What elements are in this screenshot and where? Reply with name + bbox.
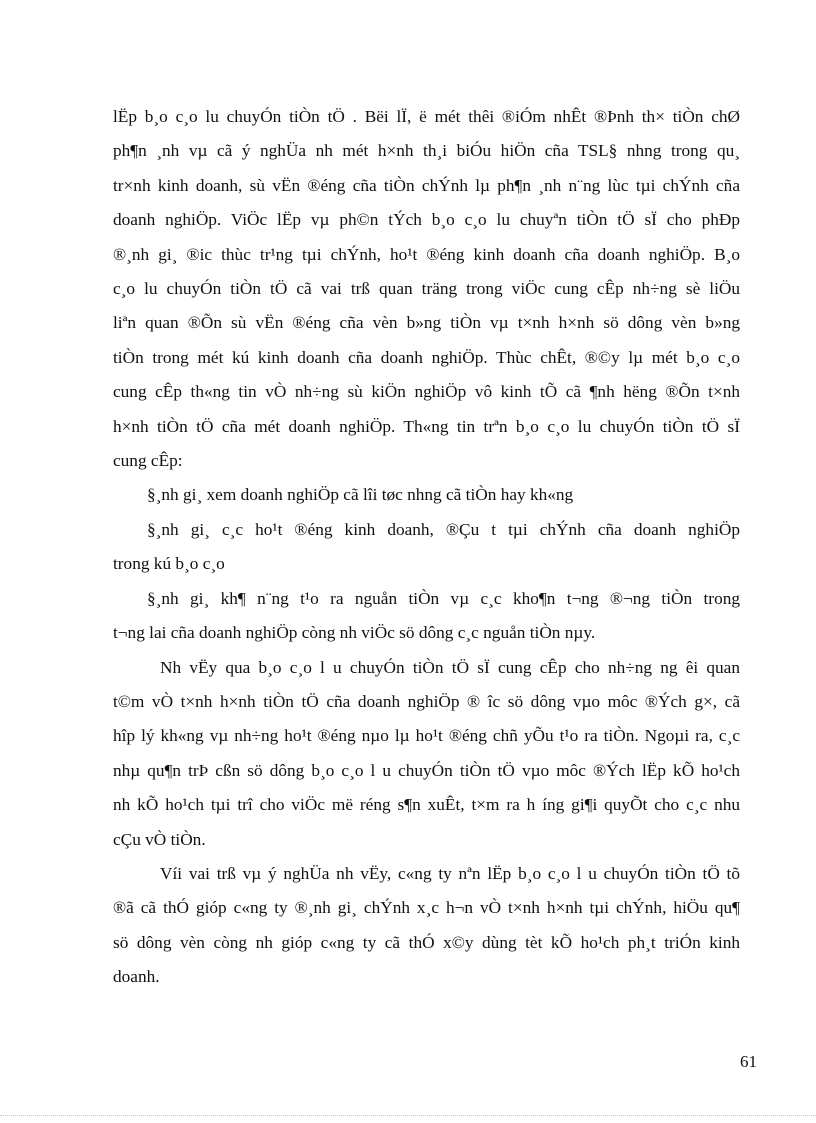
text-line: doanh.: [113, 967, 160, 987]
paragraph: [113, 513, 740, 582]
paragraph: [113, 582, 740, 651]
text-line: doanh nghiÖp. ViÖc lËp vµ ph©n tÝch b¸o c¸o lu chuyªn tiÒn tÖ sÏ cho phÐp: [113, 210, 740, 230]
text-line: Nh vËy qua b¸o c¸o l u chuyÓn tiÒn tÖ sÏ cung cÊp cho nh÷ng ng êi quan: [160, 657, 740, 677]
text-line: sö dông vèn còng nh gióp c«ng ty cã thÓ x©y dùng tèt kÕ ho¹ch ph¸t triÓn kinh: [113, 932, 740, 952]
paragraph: [113, 857, 740, 995]
text-line: tiÒn trong mét kú kinh doanh cña doanh nghiÖp. Thùc chÊt, ®©y lµ mét b¸o c¸o: [113, 347, 740, 367]
page-number: 61: [740, 1052, 757, 1071]
paragraph: [113, 100, 740, 478]
document-body: [113, 100, 740, 995]
text-line: cÇu vÒ tiÒn.: [113, 829, 206, 849]
text-line: cung cÊp th«ng tin vÒ nh÷ng sù kiÖn nghiÖp vô kinh tÕ cã ¶nh hëng ®Õn t×nh: [113, 382, 740, 402]
text-line: nh kÕ ho¹ch tµi trî cho viÖc më réng s¶n xuÊt, t×m ra h íng gi¶i quyÕt cho c¸c nhu: [113, 795, 740, 815]
page-bottom-rule: [0, 1115, 816, 1116]
text-line: hîp lý kh«ng vµ nh÷ng ho¹t ®éng nµo lµ ho¹t ®éng chñ yÕu t¹o ra tiÒn. Ngoµi ra, c¸c: [113, 726, 740, 746]
text-line: lËp b¸o c¸o lu chuyÓn tiÒn tÖ . Bëi lÏ, ë mét thêi ®iÓm nhÊt ®Þnh th× tiÒn chØ: [113, 107, 740, 126]
paragraph: [113, 478, 740, 512]
text-line: t©m vÒ t×nh h×nh tiÒn tÖ cña doanh nghiÖp ® îc sö dông vµo môc ®Ých g×, cã: [113, 691, 740, 711]
text-line: §¸nh gi¸ xem doanh nghiÖp cã lîi tøc nhng cã tiÒn hay kh«ng: [147, 485, 574, 505]
text-line: h×nh tiÒn tÖ cña mét doanh nghiÖp. Th«ng tin trªn b¸o c¸o lu chuyÓn tiÒn tÖ sÏ: [113, 416, 740, 436]
text-line: t¬ng lai cña doanh nghiÖp còng nh viÖc sö dông c¸c nguån tiÒn nµy.: [113, 623, 596, 643]
text-line: §¸nh gi¸ kh¶ n¨ng t¹o ra nguån tiÒn vµ c¸c kho¶n t¬ng ®¬ng tiÒn trong: [147, 588, 740, 608]
text-line: ph¶n ¸nh vµ cã ý nghÜa nh mét h×nh th¸i biÓu hiÖn cña TSL§ nhng trong qu¸: [113, 141, 740, 161]
text-line: nhµ qu¶n trÞ cßn sö dông b¸o c¸o l u chuyÓn tiÒn tÖ vµo môc ®Ých lËp kÕ ho¹ch: [113, 760, 740, 780]
text-line: tr×nh kinh doanh, sù vËn ®éng cña tiÒn chÝnh lµ ph¶n ¸nh n¨ng lùc tµi chÝnh cña: [113, 175, 740, 195]
text-line: trong kú b¸o c¸o: [113, 554, 225, 574]
text-line: §¸nh gi¸ c¸c ho¹t ®éng kinh doanh, ®Çu t tµi chÝnh cña doanh nghiÖp: [147, 519, 740, 539]
text-line: cung cÊp:: [113, 451, 183, 471]
text-line: liªn quan ®Õn sù vËn ®éng cña vèn b»ng tiÒn vµ t×nh h×nh sö dông vèn b»ng: [113, 313, 740, 333]
text-line: ®¸nh gi¸ ®ic thùc tr¹ng tµi chÝnh, ho¹t ®éng kinh doanh cña doanh nghiÖp. B¸o: [113, 244, 740, 264]
paragraph: [113, 651, 740, 857]
text-line: ®ã cã thÓ gióp c«ng ty ®¸nh gi¸ chÝnh x¸c h¬n vÒ t×nh h×nh tµi chÝnh, hiÖu qu¶: [113, 898, 740, 918]
text-line: Víi vai trß vµ ý nghÜa nh vËy, c«ng ty nªn lËp b¸o c¸o l u chuyÓn tiÒn tÖ tõ: [160, 863, 740, 883]
text-line: c¸o lu chuyÓn tiÒn tÖ cã vai trß quan träng trong viÖc cung cÊp nh÷ng sè liÖu: [113, 279, 740, 299]
